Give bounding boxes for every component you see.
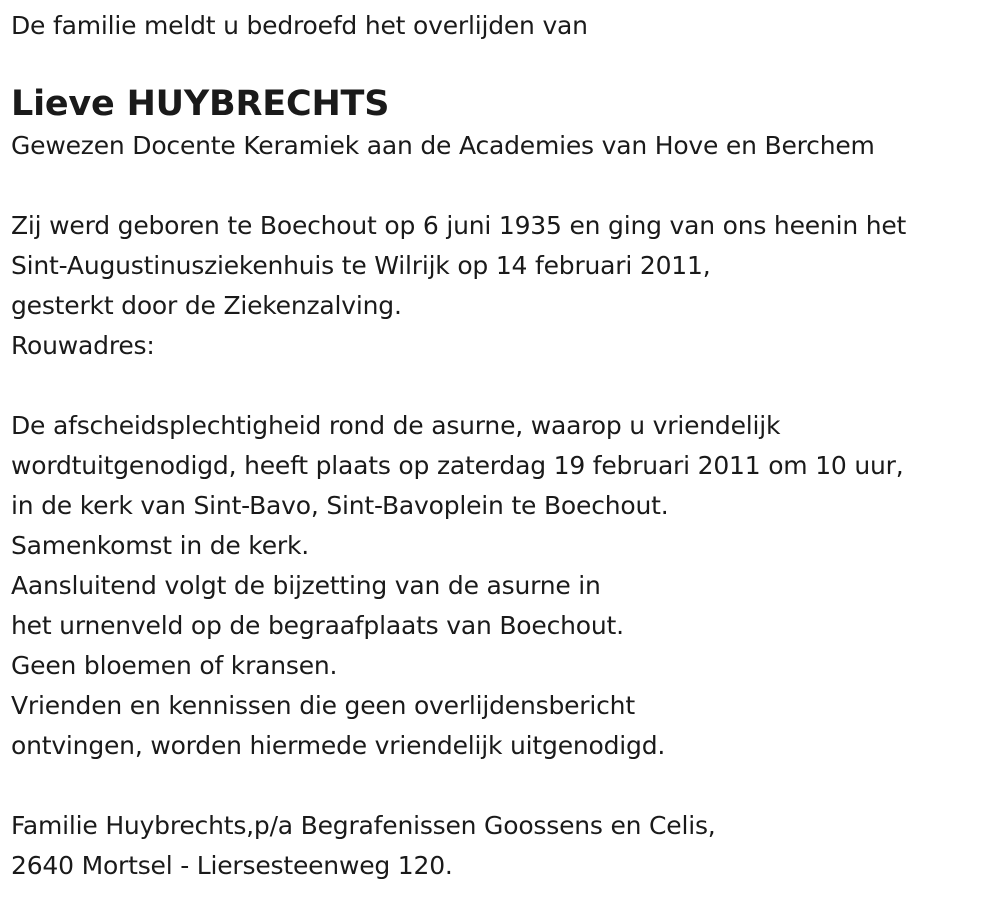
- spacer: [11, 166, 991, 206]
- intro-text: De familie meldt u bedroefd het overlijden van: [11, 11, 588, 40]
- ceremony-line: Vrienden en kennissen die geen overlijdensbericht: [11, 691, 635, 720]
- ceremony-paragraph: [11, 406, 991, 766]
- deceased-name: Lieve HUYBRECHTS: [11, 84, 390, 124]
- ceremony-line: het urnenveld op de begraafplaats van Boechout.: [11, 611, 624, 640]
- ceremony-line: Geen bloemen of kransen.: [11, 651, 338, 680]
- ceremony-line: in de kerk van Sint-Bavo, Sint-Bavoplein te Boechout.: [11, 491, 669, 520]
- signature-line: Familie Huybrechts,p/a Begrafenissen Goossens en Celis,: [11, 811, 716, 840]
- death-notice: [11, 6, 991, 886]
- ceremony-line: wordtuitgenodigd, heeft plaats op zaterdag 19 februari 2011 om 10 uur,: [11, 451, 904, 480]
- passing-line: gesterkt door de Ziekenzalving.: [11, 291, 402, 320]
- spacer: [11, 766, 991, 806]
- mourning-address-label: Rouwadres:: [11, 331, 155, 360]
- ceremony-line: Samenkomst in de kerk.: [11, 531, 309, 560]
- signature-block: [11, 806, 991, 886]
- passing-line: Zij werd geboren te Boechout op 6 juni 1935 en ging van ons heenin het: [11, 211, 907, 240]
- ceremony-line: De afscheidsplechtigheid rond de asurne, waarop u vriendelijk: [11, 411, 781, 440]
- signature-address: 2640 Mortsel - Liersesteenweg 120.: [11, 851, 453, 880]
- passing-line: Sint-Augustinusziekenhuis te Wilrijk op 14 februari 2011,: [11, 251, 711, 280]
- deceased-role: Gewezen Docente Keramiek aan de Academies van Hove en Berchem: [11, 131, 875, 160]
- ceremony-line: Aansluitend volgt de bijzetting van de asurne in: [11, 571, 601, 600]
- passing-paragraph: [11, 206, 991, 366]
- ceremony-line: ontvingen, worden hiermede vriendelijk uitgenodigd.: [11, 731, 666, 760]
- spacer: [11, 366, 991, 406]
